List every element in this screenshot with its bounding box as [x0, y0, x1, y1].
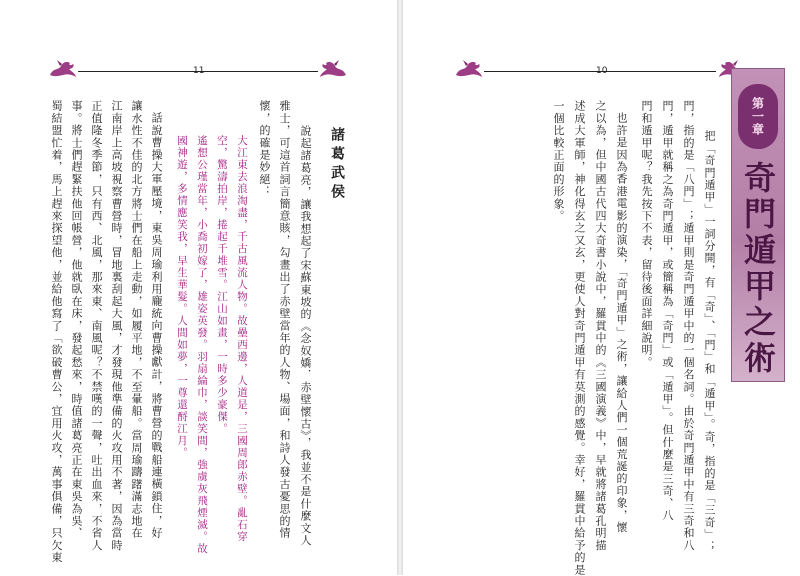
body-line: 述成大軍師，神化得玄之又玄，更使人對奇門遁甲有莫測的感覺。幸好，羅貫中給予的是 [573, 100, 586, 576]
chapter-number-badge: 第一章 [738, 84, 778, 149]
poem-line: 國神遊，多情應笑我，早生華髮。人間如夢，一尊還酹江月。 [176, 135, 188, 459]
left-page [0, 0, 397, 575]
body-line: 門，指的是「八門」；遁甲則是奇門遁甲中的一個名詞。由於奇門遁甲中有三奇和八 [682, 100, 695, 552]
page-number: 11 [193, 66, 205, 76]
body-line: 正值隆冬季節，只有西、北風，那來東、南風呢？不禁嘆的一聲，吐出血來，不省人 [90, 100, 103, 552]
body-line: 把「奇門遁甲」一詞分開，有「奇」、「門」和「遁甲」。奇，指的是「三奇」； [703, 130, 716, 553]
body-line: 事。將士們趕緊扶他回帳營，他就臥在床，發起愁來，時值諸葛亮正在東吳為吳、 [70, 100, 83, 540]
dragon-ornament-icon [318, 57, 348, 79]
body-line: 蜀結盟忙着，馬上趕來探望他，並給他寫了「欲破曹公，宜用火攻，萬事俱備，只欠東 [50, 100, 63, 564]
dragon-ornament-icon [48, 57, 78, 79]
body-line: 雅士，可這首詞言簡意賅，勾畫出了赤壁當年的人物、場面，和詩人發古憂思的情 [278, 100, 291, 540]
chapter-title: 奇門遁甲之術 [739, 161, 777, 377]
chapter-heading-panel [731, 68, 785, 382]
body-line: 話說曹操大軍壓境，東吳周瑜利用龐統向曹操獻計，將曹營的戰船連橫鎖住，好 [150, 112, 163, 539]
poem-line: 遙想公瑾當年，小喬初嫁了，雄姿英發。羽扇綸巾，談笑間，強虜灰飛煙滅。故 [196, 135, 208, 555]
right-page [403, 0, 800, 575]
poem-line: 空，驚濤拍岸，捲起千堆雪。江山如畫，一時多少豪傑。 [216, 135, 228, 435]
poem-line: 大江東去浪淘盡，千古風流人物。故壘西邊，人道是，三國周郎赤壁。亂石穿 [236, 135, 248, 543]
dragon-ornament-icon [454, 57, 484, 79]
body-line: 門，遁甲就稱之為奇門遁甲，或簡稱為「奇門」或「遁甲」。但什麼是三奇、八 [661, 100, 674, 522]
page-number: 10 [596, 66, 608, 76]
section-title: 諸葛武侯 [329, 127, 345, 203]
body-line: 也許是因為香港電影的演染，「奇門遁甲」之術，讓給人們一個荒誕的印象，懷 [615, 112, 628, 534]
body-line: 讓水性不佳的北方將士們在船上走動，如履平地，不至暈船。當周瑜躊躇滿志地在 [130, 100, 143, 540]
body-line: 之以為，但中國古代四大奇書小說中，羅貫中的《三國演義》中，早就將諸葛孔明描 [594, 100, 607, 552]
body-line: 一個比較正面的形象。 [552, 100, 565, 222]
body-line: 門和遁甲呢？我先按下不表，留待後面詳細說明。 [640, 100, 653, 369]
body-line: 江南岸上高坡視察曹營時，冒地裏刮起大風，才發現他準備的火攻用不著，因為當時 [110, 100, 123, 552]
body-line: 懷，的確是妙絕： [258, 100, 271, 198]
body-line: 說起諸葛亮，讓我想起了宋蘇東坡的《念奴嬌．赤壁懷古》，我並不是什麼文人 [299, 125, 312, 547]
